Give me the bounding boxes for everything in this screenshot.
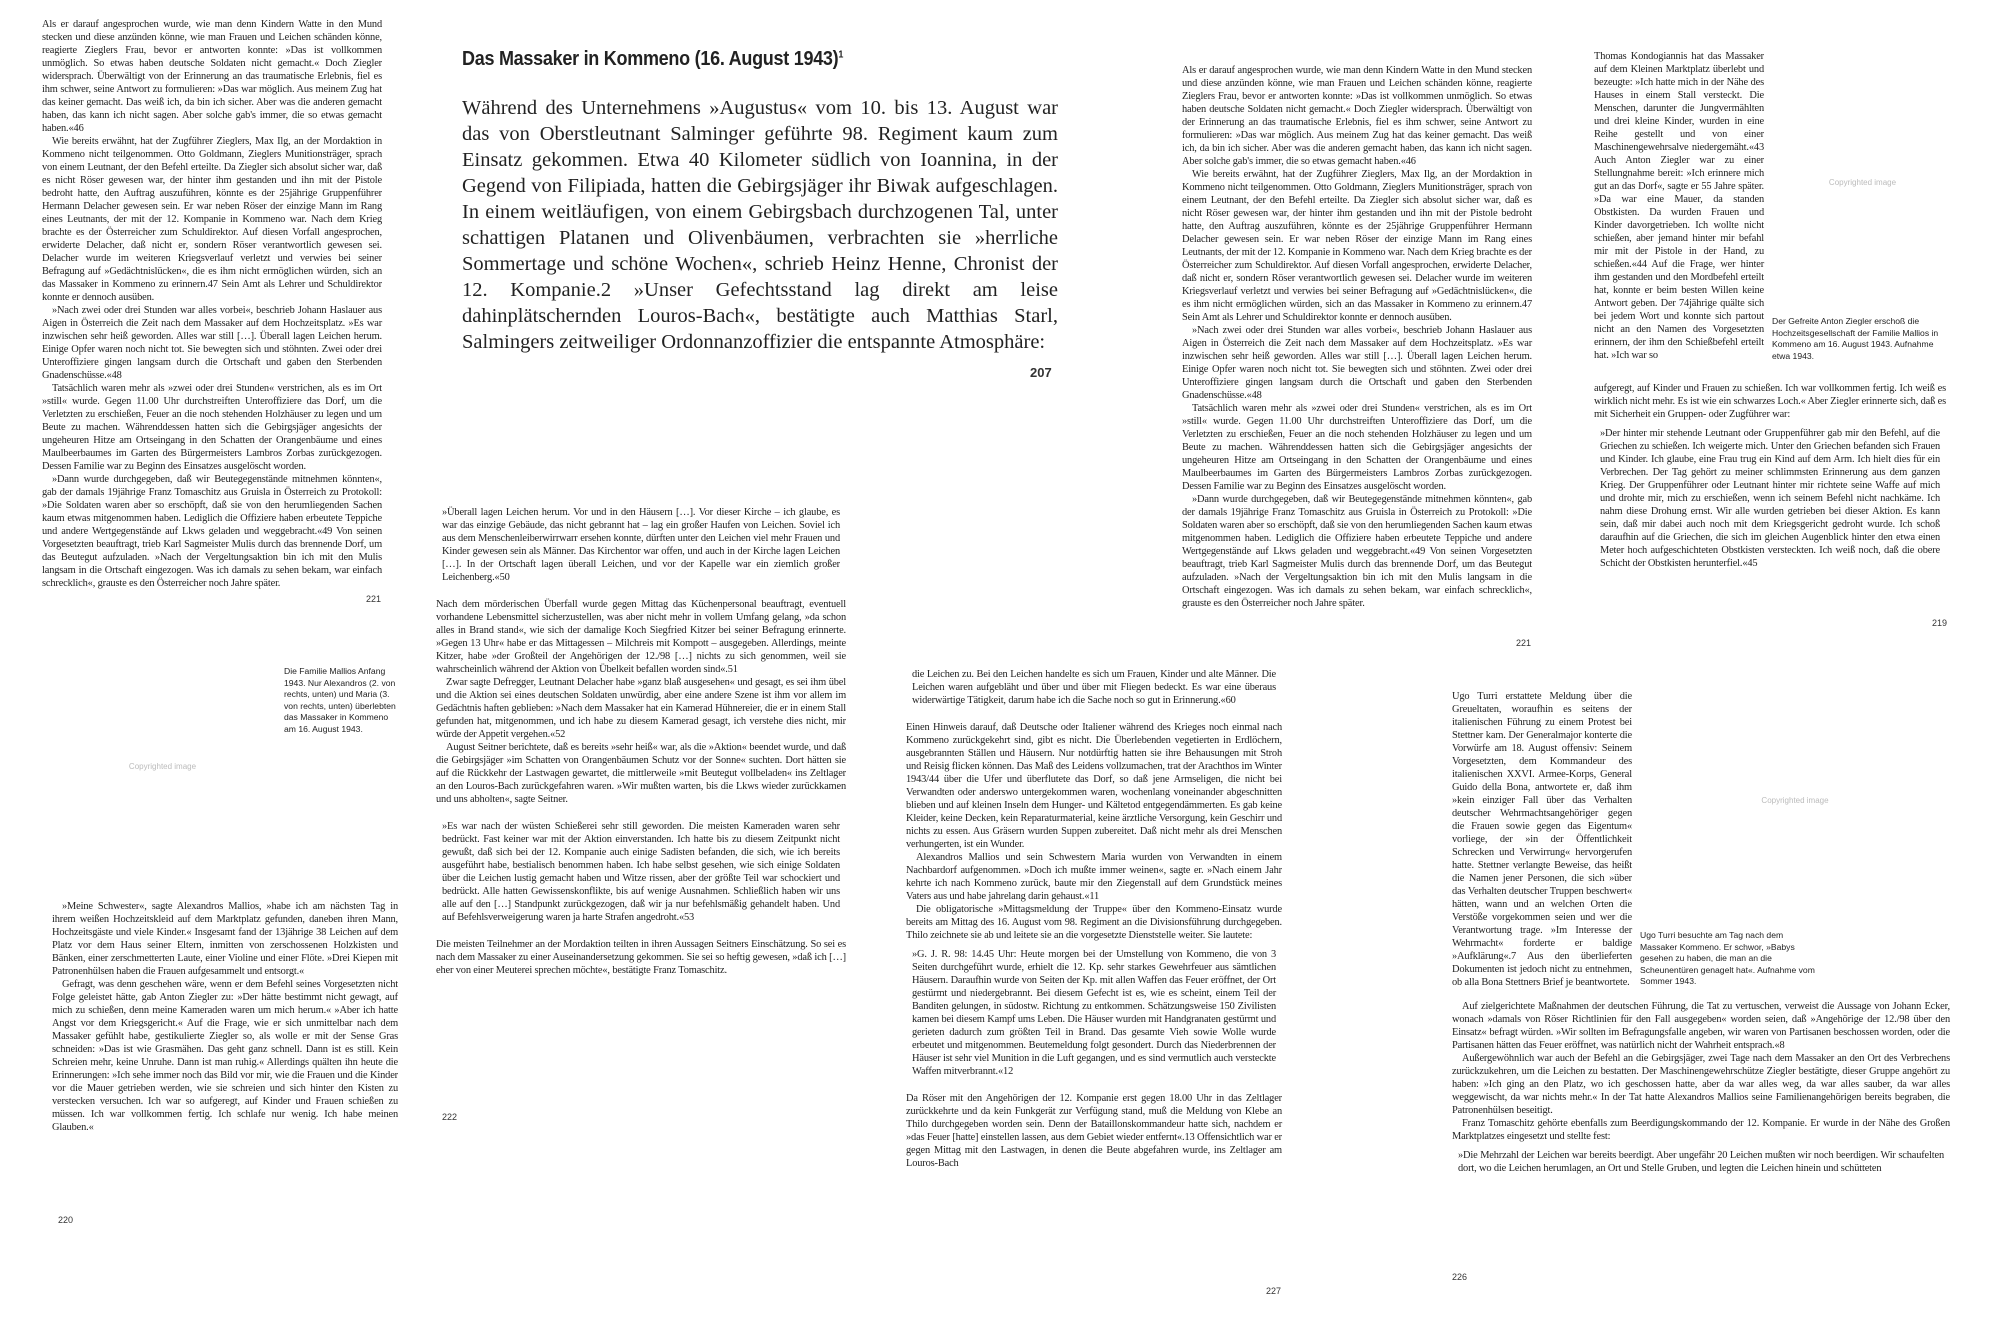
photo-placeholder [1640,690,1950,910]
page-207 [462,48,1058,355]
paragraph: »Nach zwei oder drei Stunden war alles vorbei«, beschrieb Johann Haslauer aus Aigen in Österreich die Zeit nach dem Massaker auf dem Hochzeitsplatz. »Es war inzwischen sehr heiß geworden. Alles war still […]. Überall lagen Leichen herum. Einige Opfer waren noch nicht tot. Sie bewegten sich und stöhnten. Zwei oder drei Unteroffiziere gingen langsam durch die Ortschaft und gaben den Sterbenden Gnadenschüsse.«48 [1182,325,1532,401]
page-number: 227 [1266,1286,1282,1296]
page-226-column [1452,690,1632,989]
page-220-body [52,900,398,1134]
photo-caption: Die Familie Mallios Anfang 1943. Nur Alexandros (2. von rechts, unten) und Maria (3. von rechts, unten) überlebten das Massaker in Kommeno am 16. August 1943. [284,666,396,734]
paragraph: »Dann wurde durchgegeben, daß wir Beutegegenstände mitnehmen könnten«, gab der damals 19jährige Franz Tomaschitz aus Gruisla in Österreich zu Protokoll: »Die Soldaten waren aber so erschöpft, daß sie von den herumliegenden Sachen kaum etwas mitgenommen haben. Lediglich die Offiziere haben erbeutete Teppiche und andere Wertgegenstände auf Lkws geladen und weggebracht.«49 Von seinen Vorgesetzten beauftragt, trieb Karl Sagmeister Mulis durch das brennende Dorf, um das Beutegut aufzuladen. »Nach der Vergeltungsaktion bin ich mit den Mulis langsam in die Ortschaft eingezogen. Was ich damals zu sehen bekam, war einfach schrecklich«, grauste es den Österreicher noch Jahre später. [1182,494,1532,609]
paragraph: Als er darauf angesprochen wurde, wie man denn Kindern Watte in den Mund stecken und diese anzünden könne, wie man Frauen und Leichen schänden könne, reagierte Zieglers Frau, bevor er antworten konnte: »Das ist vollkommen unmöglich. So etwas haben deutsche Soldaten nicht gemacht.« Doch Ziegler widersprach. Überwältigt von der Erinnerung an das traumatische Erlebnis, fiel es ihm schwer, seine Antwort zu formulieren: »Das war möglich. Aus meinem Zug hat das keiner gemacht. Das weiß ich, da bin ich sicher. Aber was die anderen gemacht haben, das kann ich nicht sagen. Aber solche gab's immer, die so etwas gemacht haben.«46 [1182,65,1532,167]
paragraph: Thomas Kondogiannis hat das Massaker auf dem Kleinen Marktplatz überlebt und bezeugte: »Ich hatte mich in der Nähe des Hauses in einem Stall versteckt. Die Menschen, darunter die Jungvermählten und drei kleine Kinder, wurden in eine Reihe gestellt und von einer Maschinengewehrsalve niedergemäht.«43 Auch Anton Ziegler war zu einer Stellungnahme bereit: »Ich erinnere mich gut an das Dorf«, sagte er 55 Jahre später. »Da war eine Mauer, da standen Obstkisten. Da wurden Frauen und Kinder davorgetrieben. Ich wollte nicht schießen, aber jemand hinter mir befahl mir mit der Pistole in der Hand, zu schießen.«44 Auf die Frage, wer hinter ihm gestanden und den Mordbefehl erteilt hat, konnte er beim besten Willen keine Antwort geben. Der 74jährige quälte sich bei jedem Wort und konnte sich partout nicht an den Namen des Vorgesetzten erinnern, der ihm den Schießbefehl erteilt hat. »Ich war so [1594,51,1764,361]
chapter-title [462,48,998,71]
paragraph: Wie bereits erwähnt, hat der Zugführer Zieglers, Max Ilg, an der Mordaktion in Kommeno nicht teilgenommen. Otto Goldmann, Zieglers Munitionsträger, sprach von einem Leutnant, der den Befehl erteilte. Da Ziegler sich absolut sicher war, daß es nicht Röser gewesen war, der hinter ihm gestanden und ihn mit der Pistole bedroht hatte, den Auftrag auszuführen, könnte es der 25jährige Gruppenführer Hermann Delacher gewesen sein. Er war neben Röser der einzige Mann im Rang eines Leutnants, der mit der 12. Kompanie in Kommeno war. Nach dem Krieg brachte es der Österreicher zum Schuldirektor. Auf diesen Vorfall angesprochen, erwiderte Delacher, daß nicht er, sondern Röser verantwortlich gewesen sei. Delacher wurde im weiteren Kriegsverlauf verletzt und verwies bei seiner Befragung auf »Gedächtnislücken«, die es ihm nicht ermöglichen würden, sich an das Massaker in Kommeno zu erinnern.47 Sein Amt als Lehrer und Schuldirektor konnte er dennoch ausüben. [1182,169,1532,323]
page-226-body [1452,1000,1950,1181]
block-quote: »Die Mehrzahl der Leichen war bereits beerdigt. Aber ungefähr 20 Leichen mußten wir noch beerdigen. Wir schaufelten dort, wo die Leichen herumlagen, an Ort und Stelle Gruben, und legten die Leichen hinein und schütteten [1458,1150,1944,1174]
paragraph: »Nach zwei oder drei Stunden war alles vorbei«, beschrieb Johann Haslauer aus Aigen in Österreich die Zeit nach dem Massaker auf dem Hochzeitsplatz. »Es war inzwischen sehr heiß geworden. Alles war still […]. Überall lagen Leichen herum. Einige Opfer waren noch nicht tot. Sie bewegten sich und stöhnten. Zwei oder drei Unteroffiziere gingen langsam durch die Ortschaft und gaben den Sterbenden Gnadenschüsse.«48 [42,305,382,381]
copyright-label: Copyrighted image [128,761,197,771]
block-quote: »Der hinter mir stehende Leutnant oder Gruppenführer gab mir den Befehl, auf die Griechen zu schießen. Ich weigerte mich. Unter den Griechen befanden sich Frauen und Kinder. Ich glaube, eine Frau trug ein Kind auf dem Arm. Ich hielt dies für ein Verbrechen. Der Tag gehört zu meiner schlimmsten Erinnerung aus dem ganzen Krieg. Der Gruppenführer oder Leutnant hinter mir richtete seine Waffe auf mich und drohte mir, mich zu erschießen, wenn ich seinem Befehl nicht nachkäme. Ich nahm diese Drohung ernst. Wir alle wurden getrieben bei dieser Aktion. Es kann sein, daß mir dabei auch noch mit dem Kriegsgericht gedroht wurde. Ich schoß daraufhin auf die Griechen, die sich im gleichen Augenblick hinter den etwa einen Meter hoch aufgeschichteten Obstkisten versteckten. Ich weiß noch, daß die obere Schicht der Obstkisten herunterfiel.«45 [1600,428,1940,569]
page-number: 220 [58,1215,74,1225]
photo-caption: Ugo Turri besuchte am Tag nach dem Massaker Kommeno. Er schwor, »Babys gesehen zu haben, die man an die Scheunentüren genagelt hat«. Aufnahme vom Sommer 1943. [1640,930,1815,986]
page-number: 222 [442,1112,458,1122]
copyright-label: Copyrighted image [1828,178,1897,187]
paragraph: August Seitner berichtete, daß es bereits »sehr heiß« war, als die »Aktion« beendet wurde, und daß die Gebirgsjäger »im Schatten von Orangenbäumen Schutz vor der Sonne« suchten. Dort hätten sie auf die Rückkehr der Lastwagen gewartet, die mittlerweile »mit Beutegut vollbeladen« ins Zeltlager an den Louros-Bach zurückgefahren waren. »Wir mußten warten, bis die Lkws wieder zurückkamen und uns abholten«, sagte Seitner. [436,742,846,805]
paragraph: Tatsächlich waren mehr als »zwei oder drei Stunden« verstrichen, als es im Ort »still« wurde. Gegen 11.00 Uhr durchstreiften Unteroffiziere das Dorf, um die Verletzten zu erschießen, Feuer an die noch stehenden Holzhäuser zu legen und um Beute zu machen. Währenddessen hatten sich die Gebirgsjäger angesichts der ungeheuren Hitze am Ortseingang in den Schatten der Orangenbäume und eines Maulbeerbaumes im Garten des Bürgermeisters Lambros Zorbas zurückgezogen. Dessen Familie war zu Beginn des Einsatzes ausgelöscht worden. [1182,403,1532,492]
page-227-body [906,668,1282,1170]
page-number: 226 [1452,1272,1468,1282]
paragraph: die Leichen zu. Bei den Leichen handelte es sich um Frauen, Kinder und alte Männer. Die Leichen waren aufgebläht und über und über mit Fliegen bedeckt. Es war eine überaus widerwärtige Tätigkeit, darum habe ich die Sache noch so gut in Erinnerung.«60 [912,669,1276,706]
paragraph: »Meine Schwester«, sagte Alexandros Mallios, »habe ich am nächsten Tag in ihrem weißen Hochzeitskleid auf dem Marktplatz gefunden, daneben ihren Mann, Hochzeitsgäste und viele Kinder.« Insgesamt fand der 13jährige 38 Leichen auf dem Platz vor dem Haus seiner Eltern, inmitten von zerschossenen Holzkisten und Bänken, einer zerschmetterten Laute, einer Violine und einer Flöte. »Drei Kiepen mit Patronenhülsen haben die Frauen aufgesammelt und entsorgt.« [52,901,398,977]
page-222-body [436,506,846,977]
block-quote: »G. J. R. 98: 14.45 Uhr: Heute morgen bei der Umstellung von Kommeno, die von 3 Seiten durchgeführt wurde, erhielt die 12. Kp. sehr starkes Gewehrfeuer aus sämtlichen Häusern. Daraufhin wurde von Seiten der Kp. mit allen Waffen das Feuer eröffnet, der Ort gestürmt und niedergebrannt. Bei diesem Gefecht ist es, wie es scheint, einem Teil der Banditen gelungen, in südostw. Richtung zu entkommen. Schätzungsweise 150 Zivilisten kamen bei diesem Kampf ums Leben. Die Häuser wurden mit Handgranaten gestürmt und gerieten dadurch zum größten Teil in Brand. Das gesamte Vieh sowie Wolle wurde erbeutet und mitgenommen. Beutemeldung folgt gesondert. Durch das Niederbrennen der Häuser ist sehr viel Munition in die Luft gegangen, und es sind vermutlich auch versteckte Waffen mitverbrannt.«12 [912,949,1276,1077]
paragraph: Die meisten Teilnehmer an der Mordaktion teilten in ihren Aussagen Seitners Einschätzung. So sei es nach dem Massaker zu einer Auseinandersetzung gekommen. Sie sei so heftig gewesen, »daß ich […] eher von einer Meuterei sprechen möchte«, bestätigte Franz Tomaschitz. [436,939,846,976]
paragraph: »Dann wurde durchgegeben, daß wir Beutegegenstände mitnehmen könnten«, gab der damals 19jährige Franz Tomaschitz aus Gruisla in Österreich zu Protokoll: »Die Soldaten waren aber so erschöpft, daß sie von den herumliegenden Sachen kaum etwas mitgenommen haben. Lediglich die Offiziere haben erbeutete Teppiche und andere Wertgegenstände auf Lkws geladen und weggebracht.«49 Von seinen Vorgesetzten beauftragt, trieb Karl Sagmeister Mulis durch das brennende Dorf, um das Beutegut aufzuladen. »Nach der Vergeltungsaktion bin ich mit den Mulis langsam in die Ortschaft eingezogen. Was ich damals zu sehen bekam, war einfach schrecklich«, grauste es den Österreicher noch Jahre später. [42,474,382,589]
paragraph: Wie bereits erwähnt, hat der Zugführer Zieglers, Max Ilg, an der Mordaktion in Kommeno nicht teilgenommen. Otto Goldmann, Zieglers Munitionsträger, sprach von einem Leutnant, der den Befehl erteilte. Da Ziegler sich absolut sicher war, daß es nicht Röser gewesen war, der hinter ihm gestanden und ihn mit der Pistole bedroht hatte, den Auftrag auszuführen, könnte es der 25jährige Gruppenführer Hermann Delacher gewesen sein. Er war neben Röser der einzige Mann im Rang eines Leutnants, der mit der 12. Kompanie in Kommeno war. Nach dem Krieg brachte es der Österreicher zum Schuldirektor. Auf diesen Vorfall angesprochen, erwiderte Delacher, daß nicht er, sondern Röser verantwortlich gewesen sei. Delacher wurde im weiteren Kriegsverlauf verletzt und verwies bei seiner Befragung auf »Gedächtnislücken«, die es ihm nicht ermöglichen würden, sich an das Massaker in Kommeno zu erinnern.47 Sein Amt als Lehrer und Schuldirektor konnte er dennoch ausüben. [42,136,382,303]
paragraph: Ugo Turri erstattete Meldung über die Greueltaten, woraufhin es seitens der italienischen Führung zu einem Protest bei Stettner kam. Der Generalmajor konterte die Vorwürfe am 18. August offensiv: Seinem Vorgesetzten, dem Kommandeur des italienischen XXVI. Armee-Korps, General Guido della Bona, antwortete er, daß ihm »kein einziger Fall über das Verhalten deutscher Wehrmachtsangehöriger gegen die Frauen sowie gegen das Eigentum« vorliege, der »in der Öffentlichkeit Schrecken und Verwirrung« hervorgerufen hatte. Stettner verlangte Beweise, das heißt die Namen jener Personen, die sich »über das Verhalten deutscher Truppen beschwert« hätten, wann und an welchen Orten die Verstöße vorgekommen seien und wer die Verantwortung trage. »Im Interesse der Wehrmacht« forderte er baldige »Aufklärung«.7 Aus den überlieferten Dokumenten ist jedoch nicht zu entnehmen, ob alla Bona Stettners Brief je beantwortete. [1452,691,1632,988]
page-number: 221 [1516,638,1532,648]
block-quote: »Überall lagen Leichen herum. Vor und in den Häusern […]. Vor dieser Kirche – ich glaube, es war das einzige Gebäude, das nicht gebrannt hat – lag ein großer Haufen von Leichen. Soviel ich aus dem Menschenleiberwirrwarr ersehen konnte, dürften unter den Leichen viel mehr Frauen und Kinder gewesen sein als Männer. Das Kirchentor war offen, und auch in der Kirche lagen Leichen […]. In der Ortschaft lagen überall Leichen, und vor der Kapelle war ein ziemlich großer Leichenberg.«50 [442,507,840,583]
copyright-label: Copyrighted image [1761,795,1829,805]
paragraph: aufgeregt, auf Kinder und Frauen zu schießen. Ich war vollkommen fertig. Ich weiß es wirklich nicht mehr. Es ist wie ein schwarzes Loch.« Aber Ziegler erinnerte sich, daß es mit Sicherheit ein Gruppen- oder Zugführer war: [1594,383,1946,420]
paragraph: Da Röser mit den Angehörigen der 12. Kompanie erst gegen 18.00 Uhr in das Zeltlager zurückkehrte und da kein Funkgerät zur Verfügung stand, muß die Meldung von Klebe an Thilo durchgegeben worden sein. Denn der Bataillonskommandeur hatte sich, nachdem er »das Feuer [hatte] einstellen lassen, aus dem Gebiet wieder entfernt«.13 Offensichtlich war er gegen Mittag mit den Lastwagen, in denen die Beute abgefahren wurde, ins Zeltlager am Louros-Bach [906,1093,1282,1169]
chapter-body: Während des Unternehmens »Augustus« vom 10. bis 13. August war das von Oberstleutnant Salminger geführte 98. Regiment kaum zum Einsatz gekommen. Etwa 40 Kilometer südlich von Ioannina, in der Gegend von Filipiada, hatten die Gebirgsjäger ihr Biwak aufgeschlagen. In einem weitläufigen, von einem Gebirgsbach durchzogenen Tal, unter schattigen Platanen und Olivenbäumen, verbrachten sie »herrliche Sommertage und schöne Wochen«, schrieb Heinz Henne, Chronist der 12. Kompanie.2 »Unser Gefechtsstand lag direkt am leise dahinplätschernden Louros-Bach«, bestätigte auch Matthias Starl, Salmingers zeitweiliger Ordonnanzoffizier die entspannte Atmosphäre: [462,97,1058,353]
page-number: 207 [1030,365,1052,380]
page-221-left [42,18,382,590]
photo-caption: Der Gefreite Anton Ziegler erschoß die Hochzeitsgesellschaft der Familie Mallios in Kommeno am 16. August 1943. Aufnahme etwa 1943. [1772,316,1939,361]
paragraph: Die obligatorische »Mittagsmeldung der Truppe« über den Kommeno-Einsatz wurde bereits am Mittag des 16. August vom 98. Regiment an die Divisionsführung durchgegeben. Thilo zeichnete sie ab und leitete sie an die vorgesetzte Dienststelle weiter. Sie lautete: [906,904,1282,941]
page-number: 219 [1932,618,1948,628]
paragraph: Franz Tomaschitz gehörte ebenfalls zum Beerdigungskommando der 12. Kompanie. Er wurde in der Nähe des Großen Marktplatzes eingesetzt und stellte fest: [1452,1118,1950,1142]
page-221-right [1182,64,1532,610]
photo-placeholder [1775,60,1950,305]
paragraph: Als er darauf angesprochen wurde, wie man denn Kindern Watte in den Mund stecken und diese anzünden könne, wie man Frauen und Leichen schänden könne, reagierte Zieglers Frau, bevor er antworten konnte: »Das ist vollkommen unmöglich. So etwas haben deutsche Soldaten nicht gemacht.« Doch Ziegler widersprach. Überwältigt von der Erinnerung an das traumatische Erlebnis, fiel es ihm schwer, seine Antwort zu formulieren: »Das war möglich. Aus meinem Zug hat das keiner gemacht. Das weiß ich, da bin ich sicher. Aber was die anderen gemacht haben, das kann ich nicht sagen. Aber solche gab's immer, die so etwas gemacht haben.«46 [42,19,382,134]
photo-placeholder [50,666,275,866]
paragraph: Nach dem mörderischen Überfall wurde gegen Mittag das Küchenpersonal beauftragt, eventuell vorhandene Lebensmittel sicherzustellen, was aber nicht mehr in vollem Umfang gelang, »da schon alles in Brand stand«, wie sich der damalige Koch Siegfried Kitzer bei seiner Befragung erinnerte. »Gegen 13 Uhr« habe er das Mittagessen – Milchreis mit Kompott – ausgegeben. Allerdings, meinte Kitzer, habe »der Großteil der Angehörigen der 12./98 […] nichts zu sich genommen, weil sie wahrscheinlich während der Aktion von Übelkeit befallen worden sind«.51 [436,599,846,675]
paragraph: Auf zielgerichtete Maßnahmen der deutschen Führung, die Tat zu vertuschen, verweist die Aussage von Johann Ecker, wonach »damals von Röser Richtlinien für den Fall ausgegeben« worden seien, daß »Angehörige der 12./98 über den Einsatz« befragt würden. »Wir sollten im Befragungsfalle angeben, wir waren von Partisanen beschossen worden, oder die Partisanen hätten das Feuer eröffnet, was natürlich nicht der Wahrheit entsprach.«8 [1452,1001,1950,1051]
block-quote: »Es war nach der wüsten Schießerei sehr still geworden. Die meisten Kameraden waren sehr bedrückt. Fast keiner war mit der Aktion einverstanden. Ich hatte bis zu diesem Zeitpunkt nicht gewußt, daß sich bei der 12. Kompanie auch einige Sadisten befanden, die sich, wie ich bereits ausgeführt habe, bestialisch benommen haben. Ich habe selbst gesehen, wie sich einige Soldaten über die Leichen lustig gemacht haben und Witze rissen, aber der größte Teil war schockiert und bedrückt. Alle hatten Gewissenskonflikte, bis auf wenige Ausnahmen. Schließlich haben wir uns alle auf den […] Standpunkt zurückgezogen, daß wir ja nur befehlsmäßig gehandelt haben. Und auf Befehlsverweigerung waren ja harte Strafen angedroht.«53 [442,821,840,923]
paragraph: Zwar sagte Defregger, Leutnant Delacher habe »ganz blaß ausgesehen« und gesagt, es sei ihm übel und die Aktion sei eines deutschen Soldaten unwürdig, aber eine andere Szene ist ihm vor allem im Gedächtnis haften geblieben: »Nach dem Massaker hat ein Kamerad Hühnereier, die er in einem Stall gefunden hat, mitgenommen, und ich habe zu diesem Kamerad gesagt, ich verstehe dies nicht, mir würde der Appetit vergehen.«52 [436,677,846,740]
page-number: 221 [366,594,382,604]
paragraph: Tatsächlich waren mehr als »zwei oder drei Stunden« verstrichen, als es im Ort »still« wurde. Gegen 11.00 Uhr durchstreiften Unteroffiziere das Dorf, um die Verletzten zu erschießen, Feuer an die noch stehenden Holzhäuser zu legen und um Beute zu machen. Währenddessen hatten sich die Gebirgsjäger angesichts der ungeheuren Hitze am Ortseingang in den Schatten der Orangenbäume und eines Maulbeerbaumes im Garten des Bürgermeisters Lambros Zorbas zurückgezogen. Dessen Familie war zu Beginn des Einsatzes ausgelöscht worden. [42,383,382,472]
footnote-marker: 1 [838,49,844,61]
paragraph: Einen Hinweis darauf, daß Deutsche oder Italiener während des Krieges noch einmal nach Kommeno zurückgekehrt sind, gibt es nicht. Die Überlebenden vegetierten in Erdlöchern, ausgebrannten Ställen und Häusern. Nur notdürftig hatten sie ihre Behausungen mit Stroh und Reisig flicken können. Das Maß des Leidens vollzumachen, trat der Arachthos im Winter 1943/44 über die Ufer und überflutete das Dorf, so daß jene Armseligen, die nicht bei Verwandten oder anderswo untergekommen waren, wochenlang voneinander abgeschnitten blieben und auf kleinen Inseln dem Hunger- und Kältetod entgegendämmerten. Es gab keine Kleider, keine Decken, kein Reparaturmaterial, keine ärztliche Versorgung, kein Geschirr und nichts zu essen. Aus Gräsern wurden Suppen zubereitet. Daß nicht mehr als drei Menschen verhungerten, ist ein Wunder. [906,722,1282,850]
page-219-column [1594,50,1764,362]
title-text: Das Massaker in Kommeno (16. August 1943) [462,48,839,70]
paragraph: Gefragt, was denn geschehen wäre, wenn er dem Befehl seines Vorgesetzten nicht Folge geleistet hätte, gab Anton Ziegler zu: »Der hätte bestimmt nicht gewagt, auf mich zu schießen, denn meine Kameraden waren um mich herum.« »Aber ich hatte Angst vor dem Kriegsgericht.« Auf die Frage, wie er sich unmittelbar nach dem Massaker gefühlt habe, gestikulierte Ziegler so, als wolle er mit der Sense Gras schneiden: »Das ist wie Grasmähen. Das geht ganz schnell. Dann ist es still. Kein Schreien mehr, keine Unruhe. Dann ist man ruhig.« Allerdings quälten ihn heute die Erinnerungen: »Ich sehe immer noch das Bild vor mir, wie die Frauen und die Kinder vor die Mauer getrieben werden, wie sie schreien und sich hinter den Kisten zu verstecken versuchen. Ich war so aufgeregt, auf Kinder und Frauen schießen zu müssen. Ich war vollkommen fertig. Ich schlafe nur wenig. Ich habe meinen Glauben.« [52,979,398,1133]
page-219-body [1594,382,1946,576]
paragraph: Alexandros Mallios und sein Schwestern Maria wurden von Verwandten in einem Nachbardorf aufgenommen. »Doch ich mußte immer weinen«, sagte er. »Nach einem Jahr kehrte ich nach Kommeno zurück, baute mir den Ziegenstall auf dem Grundstück meines Vaters aus und habe jahrelang darin gehaust.«11 [906,852,1282,902]
paragraph: Außergewöhnlich war auch der Befehl an die Gebirgsjäger, zwei Tage nach dem Massaker an den Ort des Verbrechens zurückzukehren, um die Leichen zu bestatten. Der Maschinengewehrschütze Ziegler bestätigte, dieser Gruppe angehört zu haben: »Ich ging an den Platz, wo ich geschossen hatte, aber da war alles weg, da war alles sauber, da war alles weggewischt, da war nichts mehr.« In der Tat hatte Alexandros Mallios seine Familienangehörigen bereits begraben, die Patronenhülsen beseitigt. [1452,1053,1950,1116]
